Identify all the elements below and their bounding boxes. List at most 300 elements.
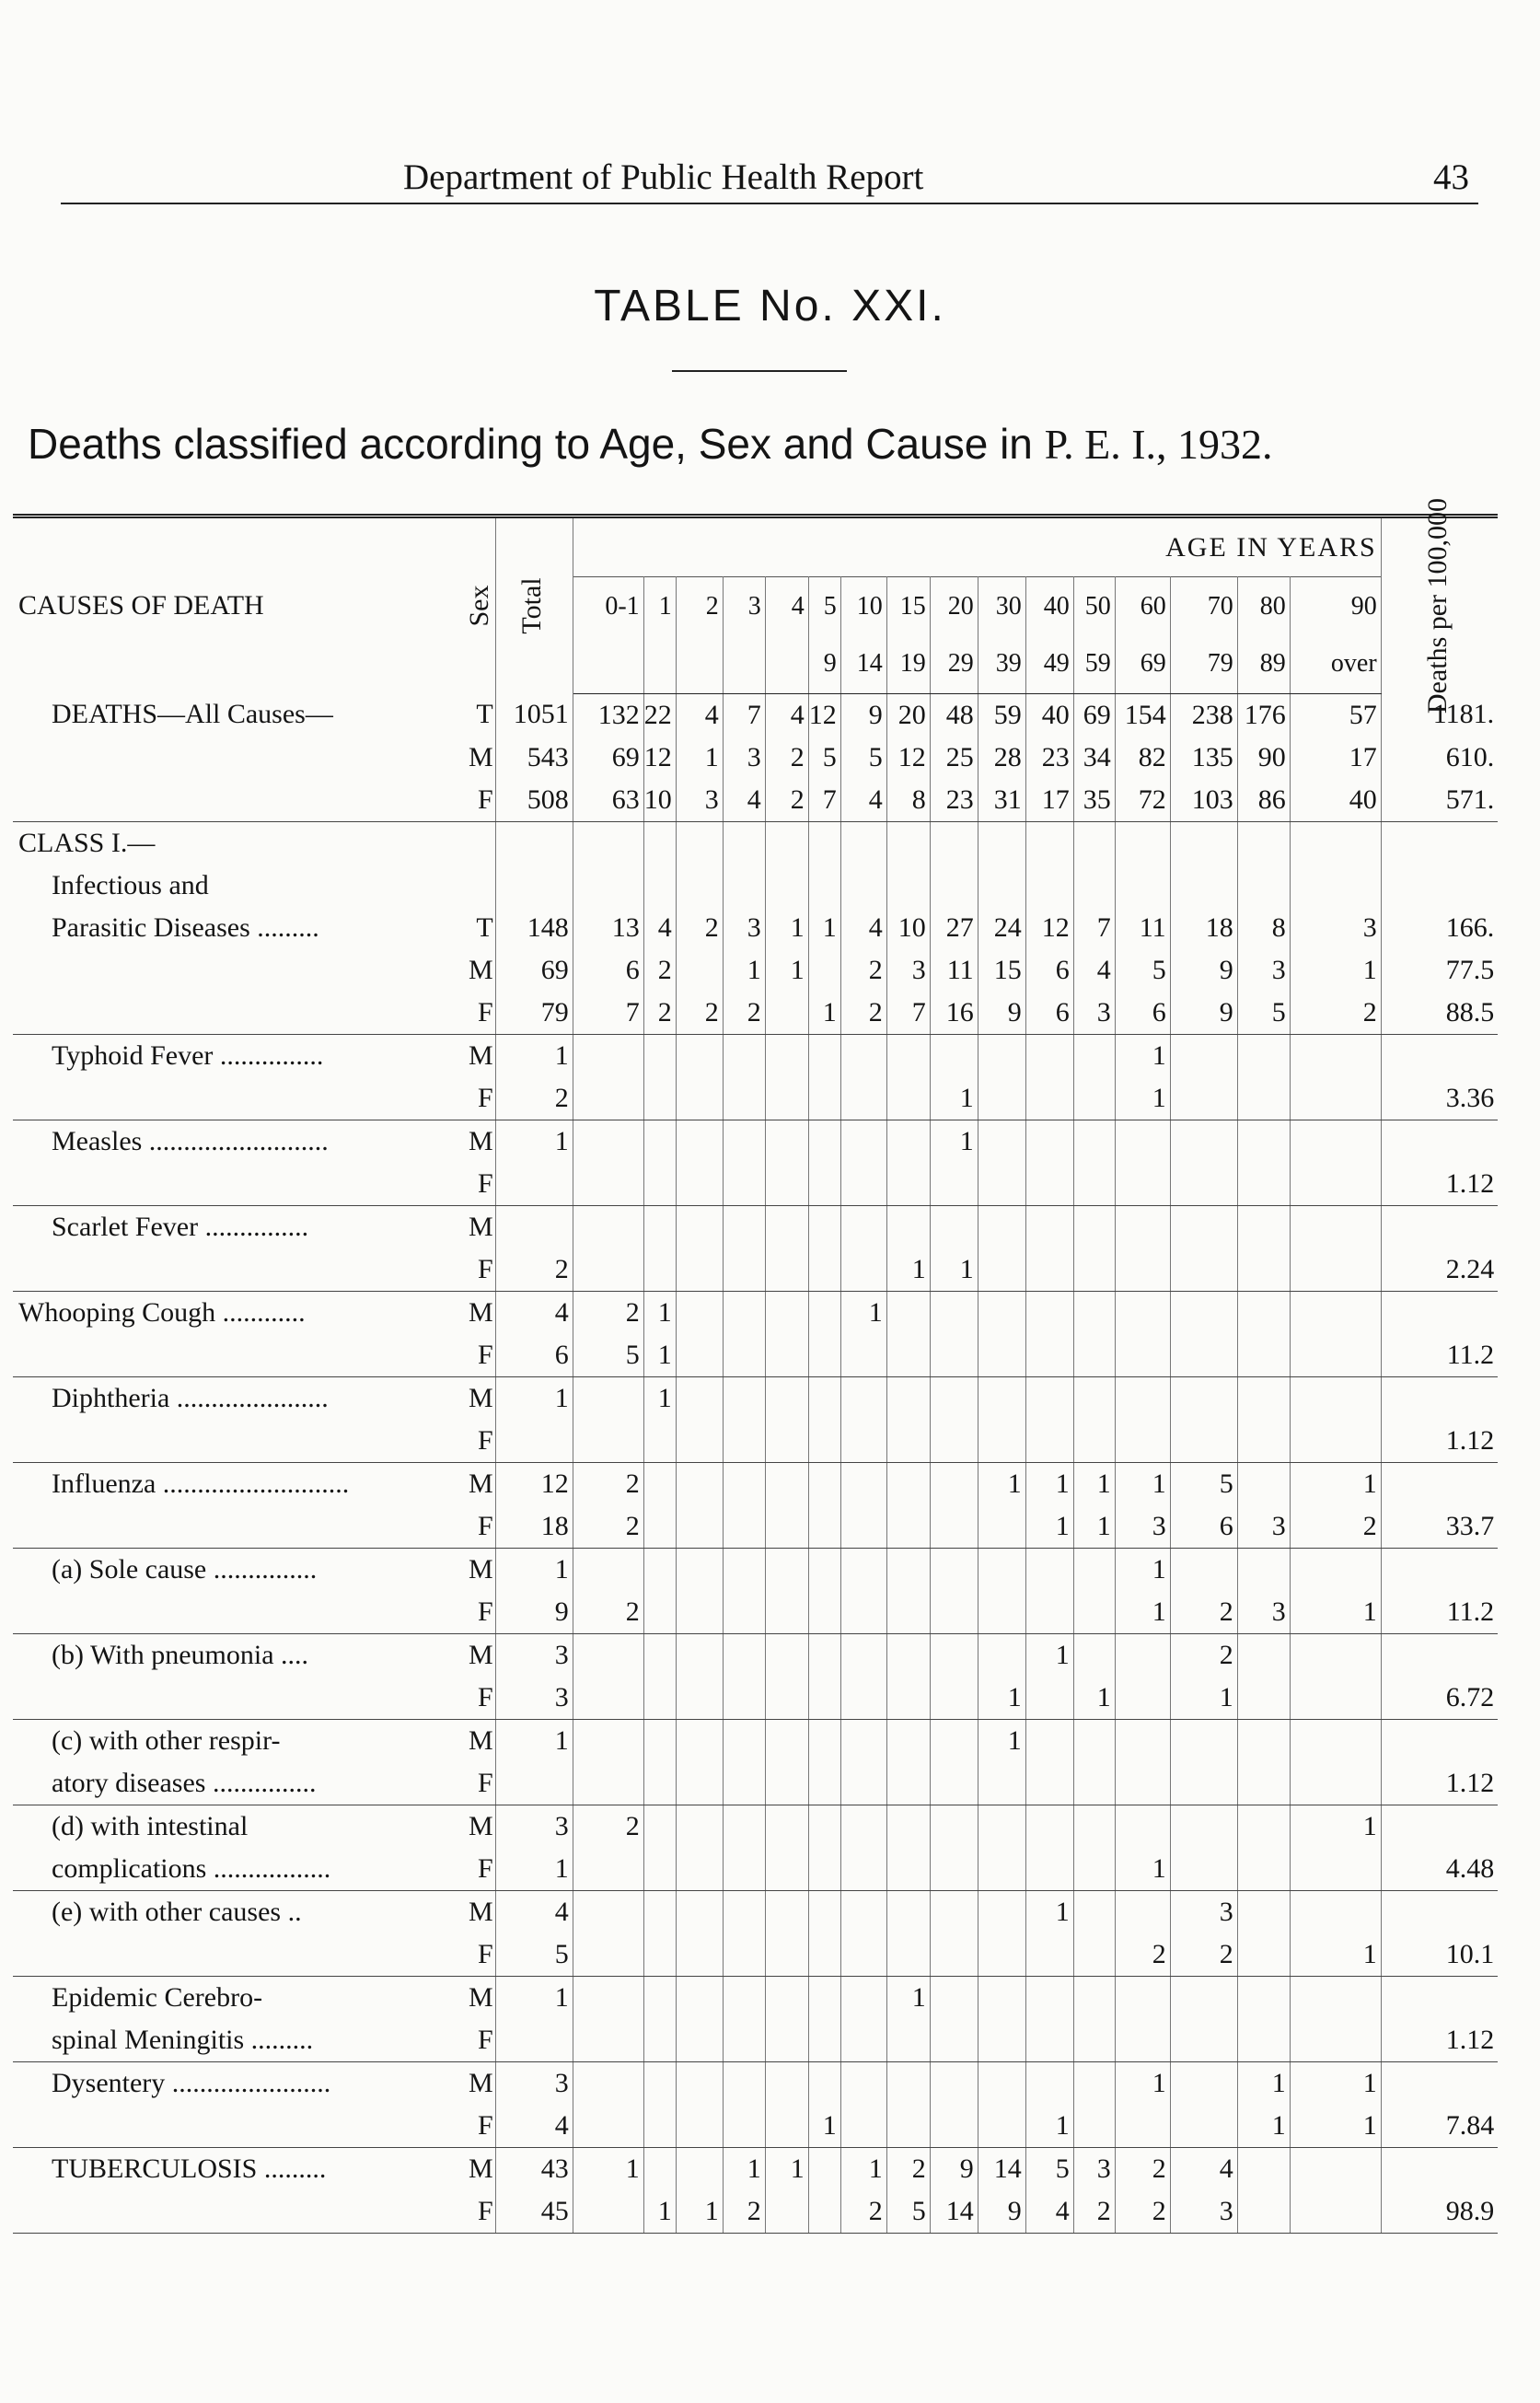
age-count-cell <box>1025 2019 1073 2062</box>
age-count-cell: 3 <box>1237 1591 1290 1634</box>
cause-cell <box>13 1933 469 1977</box>
age-count-cell: 1 <box>808 992 840 1035</box>
age-count-cell <box>1170 2019 1237 2062</box>
age-count-cell <box>840 1420 886 1463</box>
total-cell: 1 <box>495 1034 573 1077</box>
table-row <box>13 1548 1498 1591</box>
rate-cell <box>1381 1034 1498 1077</box>
age-count-cell <box>643 1205 676 1248</box>
age-count-cell <box>676 1719 723 1762</box>
age-count-cell <box>978 1548 1025 1591</box>
age-count-cell: 23 <box>930 779 978 822</box>
age-count-cell <box>573 1163 643 1206</box>
rate-cell <box>1381 1291 1498 1334</box>
age-count-cell <box>808 1034 840 1077</box>
age-count-cell: 1 <box>1290 2105 1381 2148</box>
age-count-cell <box>1073 1591 1115 1634</box>
age-count-cell <box>840 1933 886 1977</box>
sex-cell: M <box>469 1205 495 1248</box>
age-count-cell: 1 <box>1170 1677 1237 1720</box>
table-row <box>13 1205 1498 1248</box>
age-count-cell <box>1025 1248 1073 1292</box>
total-cell <box>495 1163 573 1206</box>
age-count-cell: 3 <box>723 737 765 779</box>
cause-cell: (e) with other causes .. <box>52 1896 302 1927</box>
age-count-cell: 2 <box>643 992 676 1035</box>
age-count-cell <box>676 1163 723 1206</box>
age-count-cell: 1 <box>1290 949 1381 992</box>
age-count-cell <box>1115 1163 1170 1206</box>
age-count-cell <box>1073 1805 1115 1848</box>
age-count-cell <box>808 1291 840 1334</box>
age-count-cell: 1 <box>643 1376 676 1420</box>
age-band-lo-8: 20 <box>930 577 978 635</box>
table-row <box>13 1120 1498 1163</box>
age-count-cell <box>723 1291 765 1334</box>
title-divider <box>672 370 847 372</box>
total-cell: 1051 <box>495 693 573 737</box>
age-count-cell <box>573 1376 643 1420</box>
age-count-cell <box>840 2105 886 2148</box>
age-count-cell <box>886 1677 930 1720</box>
age-count-cell <box>723 1890 765 1933</box>
sex-cell: F <box>469 1420 495 1463</box>
age-count-cell <box>723 1762 765 1805</box>
age-count-cell: 1 <box>808 2105 840 2148</box>
cause-cell <box>13 1163 469 1206</box>
age-count-cell <box>676 1034 723 1077</box>
sex-cell: F <box>469 1248 495 1292</box>
sex-cell: M <box>469 2061 495 2105</box>
age-count-cell: 1 <box>573 2147 643 2190</box>
age-count-cell <box>765 1548 808 1591</box>
age-count-cell <box>978 1633 1025 1677</box>
table-row <box>13 1334 1498 1377</box>
age-count-cell <box>808 1334 840 1377</box>
age-count-cell: 20 <box>886 693 930 737</box>
age-count-cell <box>1115 1291 1170 1334</box>
age-count-cell <box>1115 1677 1170 1720</box>
age-count-cell: 4 <box>765 693 808 737</box>
age-count-cell <box>1025 1591 1073 1634</box>
age-count-cell <box>1237 1205 1290 1248</box>
age-count-cell <box>978 1077 1025 1120</box>
age-band-hi-9: 39 <box>978 635 1025 693</box>
age-count-cell <box>978 2019 1025 2062</box>
age-band-lo-11: 50 <box>1073 577 1115 635</box>
age-count-cell: 11 <box>930 949 978 992</box>
age-band-lo-7: 15 <box>886 577 930 635</box>
sex-cell: F <box>469 1933 495 1977</box>
age-count-cell <box>808 1805 840 1848</box>
sex-cell: F <box>469 2190 495 2234</box>
age-count-cell: 1 <box>1025 1505 1073 1549</box>
sex-cell: F <box>469 1077 495 1120</box>
age-count-cell <box>1073 1120 1115 1163</box>
age-count-cell: 12 <box>1025 907 1073 949</box>
age-count-cell <box>840 2019 886 2062</box>
table-row <box>13 2147 1498 2190</box>
age-band-lo-6: 10 <box>840 577 886 635</box>
age-count-cell <box>643 2147 676 2190</box>
age-count-cell <box>676 1334 723 1377</box>
age-count-cell <box>723 1205 765 1248</box>
cause-cell: Diphtheria ...................... <box>52 1382 329 1413</box>
age-count-cell: 12 <box>643 737 676 779</box>
age-count-cell <box>840 1120 886 1163</box>
sex-cell: M <box>469 1890 495 1933</box>
age-count-cell <box>1237 1548 1290 1591</box>
age-count-cell <box>978 865 1025 907</box>
age-count-cell: 2 <box>886 2147 930 2190</box>
age-count-cell <box>643 1462 676 1505</box>
age-count-cell: 40 <box>1025 693 1073 737</box>
total-cell <box>495 2019 573 2062</box>
age-count-cell <box>886 2061 930 2105</box>
total-cell: 1 <box>495 1548 573 1591</box>
age-count-cell: 14 <box>978 2147 1025 2190</box>
age-count-cell <box>808 1120 840 1163</box>
age-count-cell: 34 <box>1073 737 1115 779</box>
age-count-cell <box>1237 821 1290 865</box>
age-count-cell <box>643 1034 676 1077</box>
age-count-cell <box>808 1205 840 1248</box>
age-count-cell <box>1025 1077 1073 1120</box>
rate-cell: 4.48 <box>1381 1848 1498 1891</box>
age-count-cell: 3 <box>676 779 723 822</box>
age-count-cell <box>1025 2061 1073 2105</box>
age-count-cell: 9 <box>1170 992 1237 1035</box>
total-cell: 2 <box>495 1248 573 1292</box>
age-count-cell <box>676 1933 723 1977</box>
age-band-lo-2: 2 <box>676 577 723 635</box>
age-count-cell <box>886 865 930 907</box>
age-count-cell: 2 <box>840 2190 886 2234</box>
age-count-cell <box>676 1376 723 1420</box>
age-count-cell <box>1290 865 1381 907</box>
sex-cell: T <box>469 907 495 949</box>
age-count-cell: 2 <box>765 779 808 822</box>
total-cell: 6 <box>495 1334 573 1377</box>
age-count-cell <box>573 1677 643 1720</box>
deaths-table <box>13 497 1498 2234</box>
total-cell <box>495 821 573 865</box>
age-count-cell: 2 <box>1170 1633 1237 1677</box>
age-count-cell: 238 <box>1170 693 1237 737</box>
age-count-cell <box>676 1248 723 1292</box>
age-count-cell: 69 <box>573 737 643 779</box>
age-count-cell <box>573 2061 643 2105</box>
age-count-cell: 9 <box>930 2147 978 2190</box>
age-count-cell: 27 <box>930 907 978 949</box>
age-count-cell <box>765 2061 808 2105</box>
table-row <box>13 1848 1498 1891</box>
age-count-cell <box>930 865 978 907</box>
age-count-cell: 22 <box>643 693 676 737</box>
sex-cell: M <box>469 1548 495 1591</box>
age-count-cell: 5 <box>886 2190 930 2234</box>
age-band-hi-10: 49 <box>1025 635 1073 693</box>
age-count-cell: 3 <box>1115 1505 1170 1549</box>
rate-cell: 77.5 <box>1445 954 1495 985</box>
age-count-cell <box>808 949 840 992</box>
table-row <box>13 1719 1498 1762</box>
age-count-cell <box>1025 1762 1073 1805</box>
age-count-cell <box>676 1633 723 1677</box>
age-count-cell: 1 <box>930 1120 978 1163</box>
age-count-cell <box>1170 1163 1237 1206</box>
age-count-cell <box>765 1805 808 1848</box>
table-row <box>13 737 1498 779</box>
age-count-cell <box>1170 1334 1237 1377</box>
age-count-cell <box>1025 1034 1073 1077</box>
age-count-cell <box>1237 1376 1290 1420</box>
age-count-cell <box>886 821 930 865</box>
age-count-cell <box>978 2105 1025 2148</box>
age-count-cell: 2 <box>1115 1933 1170 1977</box>
age-count-cell <box>1025 821 1073 865</box>
age-count-cell <box>643 1120 676 1163</box>
total-cell: 4 <box>495 1890 573 1933</box>
age-count-cell <box>886 1334 930 1377</box>
age-count-cell <box>643 1976 676 2019</box>
age-count-cell <box>765 1848 808 1891</box>
total-cell: 4 <box>495 1291 573 1334</box>
age-count-cell <box>1290 1890 1381 1933</box>
age-count-cell <box>1170 1034 1237 1077</box>
age-count-cell <box>1073 1034 1115 1077</box>
rate-cell <box>1381 1805 1498 1848</box>
age-band-hi-2 <box>676 635 723 693</box>
age-count-cell <box>1073 1163 1115 1206</box>
age-count-cell: 4 <box>676 693 723 737</box>
sex-cell: F <box>469 2019 495 2062</box>
age-count-cell <box>840 1633 886 1677</box>
age-count-cell <box>840 1462 886 1505</box>
header-row-top <box>13 517 1498 577</box>
age-count-cell <box>765 865 808 907</box>
sex-cell <box>469 865 495 907</box>
age-count-cell <box>1237 1334 1290 1377</box>
age-count-cell <box>840 1248 886 1292</box>
age-count-cell: 3 <box>1073 992 1115 1035</box>
age-count-cell <box>1170 1848 1237 1891</box>
age-count-cell: 3 <box>886 949 930 992</box>
age-count-cell <box>808 1376 840 1420</box>
age-count-cell <box>930 1890 978 1933</box>
table-row <box>13 1805 1498 1848</box>
age-count-cell: 1 <box>1237 2105 1290 2148</box>
cause-cell: Typhoid Fever ............... <box>52 1039 324 1071</box>
age-count-cell <box>573 1976 643 2019</box>
age-count-cell <box>808 1420 840 1463</box>
rate-cell: 6.72 <box>1381 1677 1498 1720</box>
age-count-cell <box>1237 1077 1290 1120</box>
age-count-cell <box>1290 1376 1381 1420</box>
age-count-cell <box>1025 1420 1073 1463</box>
age-count-cell <box>1115 2105 1170 2148</box>
cause-cell <box>13 2105 469 2148</box>
cause-cell: complications ................. <box>13 1848 469 1891</box>
age-count-cell: 2 <box>723 2190 765 2234</box>
age-band-lo-4: 4 <box>765 577 808 635</box>
age-count-cell <box>1237 1677 1290 1720</box>
age-band-hi-7: 19 <box>886 635 930 693</box>
age-count-cell <box>808 1462 840 1505</box>
age-count-cell <box>808 821 840 865</box>
age-count-cell: 2 <box>1170 1591 1237 1634</box>
age-count-cell <box>723 1805 765 1848</box>
age-count-cell <box>676 2105 723 2148</box>
age-count-cell <box>1237 2019 1290 2062</box>
cause-cell <box>13 1077 469 1120</box>
age-count-cell <box>978 1505 1025 1549</box>
age-count-cell <box>1025 1548 1073 1591</box>
total-cell: 148 <box>495 907 573 949</box>
age-count-cell: 135 <box>1170 737 1237 779</box>
total-cell: 508 <box>495 779 573 822</box>
age-count-cell <box>1115 1334 1170 1377</box>
age-count-cell <box>643 1591 676 1634</box>
total-cell: 9 <box>495 1591 573 1634</box>
age-count-cell <box>930 1633 978 1677</box>
age-count-cell: 90 <box>1237 737 1290 779</box>
table-row <box>13 1933 1498 1977</box>
age-count-cell: 1 <box>1290 1462 1381 1505</box>
age-count-cell <box>676 2061 723 2105</box>
age-count-cell: 9 <box>978 2190 1025 2234</box>
age-count-cell <box>573 2019 643 2062</box>
age-count-cell: 2 <box>1115 2190 1170 2234</box>
age-count-cell <box>573 1762 643 1805</box>
age-count-cell <box>930 1163 978 1206</box>
age-count-cell <box>765 1291 808 1334</box>
age-count-cell <box>1290 1077 1381 1120</box>
sex-cell: M <box>469 1976 495 2019</box>
age-count-cell: 59 <box>978 693 1025 737</box>
rate-cell: 1.12 <box>1381 1762 1498 1805</box>
cause-cell: atory diseases ............... <box>13 1762 469 1805</box>
age-count-cell: 1 <box>840 1291 886 1334</box>
age-count-cell <box>840 1762 886 1805</box>
age-count-cell <box>1073 1762 1115 1805</box>
age-count-cell <box>1025 1848 1073 1891</box>
age-count-cell <box>676 1976 723 2019</box>
sex-cell: F <box>469 1334 495 1377</box>
age-count-cell <box>1073 1848 1115 1891</box>
age-count-cell: 1 <box>930 1077 978 1120</box>
age-count-cell: 35 <box>1073 779 1115 822</box>
age-count-cell <box>643 1677 676 1720</box>
age-count-cell <box>1237 1120 1290 1163</box>
age-count-cell <box>723 1848 765 1891</box>
rate-cell: 1.12 <box>1381 1163 1498 1206</box>
age-count-cell <box>676 1677 723 1720</box>
cause-cell <box>13 1248 469 1292</box>
age-count-cell: 6 <box>1170 1505 1237 1549</box>
age-count-cell <box>676 1077 723 1120</box>
age-count-cell: 3 <box>1290 907 1381 949</box>
age-count-cell <box>573 1719 643 1762</box>
page-number: 43 <box>1433 157 1469 197</box>
age-count-cell <box>1290 1291 1381 1334</box>
age-count-cell <box>978 1120 1025 1163</box>
cause-cell <box>13 949 469 992</box>
age-count-cell <box>765 1376 808 1420</box>
rate-cell <box>1381 1462 1498 1505</box>
sex-cell: M <box>469 1633 495 1677</box>
age-count-cell <box>765 1462 808 1505</box>
total-cell: 2 <box>495 1077 573 1120</box>
table-row <box>13 949 1498 992</box>
age-count-cell <box>1237 2147 1290 2190</box>
sex-cell: F <box>469 992 495 1035</box>
sex-cell: F <box>469 1505 495 1549</box>
age-count-cell <box>643 1420 676 1463</box>
age-count-cell <box>808 1591 840 1634</box>
rate-cell <box>1381 1548 1498 1591</box>
age-count-cell <box>643 1848 676 1891</box>
age-count-cell: 2 <box>840 992 886 1035</box>
table-row <box>13 1291 1498 1334</box>
age-count-cell <box>978 1376 1025 1420</box>
table-row <box>13 907 1498 949</box>
total-cell: 3 <box>495 1677 573 1720</box>
age-count-cell <box>765 2190 808 2234</box>
age-band-hi-4 <box>765 635 808 693</box>
total-cell: 43 <box>495 2147 573 2190</box>
age-count-cell <box>930 2061 978 2105</box>
age-count-cell <box>1115 1248 1170 1292</box>
age-count-cell: 48 <box>930 693 978 737</box>
total-cell <box>495 1762 573 1805</box>
age-count-cell <box>808 1933 840 1977</box>
age-count-cell: 1 <box>1073 1462 1115 1505</box>
sex-cell: M <box>469 737 495 779</box>
age-count-cell <box>723 1633 765 1677</box>
sex-header-label: Sex <box>464 585 495 627</box>
cause-cell: Whooping Cough ............ <box>18 1296 306 1328</box>
age-count-cell <box>676 1848 723 1891</box>
age-count-cell <box>643 1762 676 1805</box>
age-count-cell <box>978 1420 1025 1463</box>
age-count-cell <box>1290 2019 1381 2062</box>
age-count-cell <box>1073 2061 1115 2105</box>
age-count-cell: 2 <box>676 992 723 1035</box>
sex-cell: F <box>469 1591 495 1634</box>
age-count-cell: 1 <box>643 1291 676 1334</box>
age-count-cell <box>886 1719 930 1762</box>
table-row <box>13 1077 1498 1120</box>
age-count-cell: 5 <box>1237 992 1290 1035</box>
age-count-cell <box>765 2105 808 2148</box>
age-count-cell <box>1170 821 1237 865</box>
age-count-cell <box>765 1762 808 1805</box>
age-count-cell <box>930 1848 978 1891</box>
age-count-cell <box>723 1077 765 1120</box>
age-count-cell: 14 <box>930 2190 978 2234</box>
age-count-cell <box>840 1805 886 1848</box>
age-in-years-header: AGE IN YEARS <box>573 517 1381 577</box>
table-row <box>13 1420 1498 1463</box>
age-count-cell: 154 <box>1115 693 1170 737</box>
table-row <box>13 1376 1498 1420</box>
age-count-cell: 2 <box>643 949 676 992</box>
age-count-cell <box>1290 1205 1381 1248</box>
age-count-cell <box>1115 821 1170 865</box>
age-count-cell <box>1073 1248 1115 1292</box>
age-count-cell <box>930 1805 978 1848</box>
